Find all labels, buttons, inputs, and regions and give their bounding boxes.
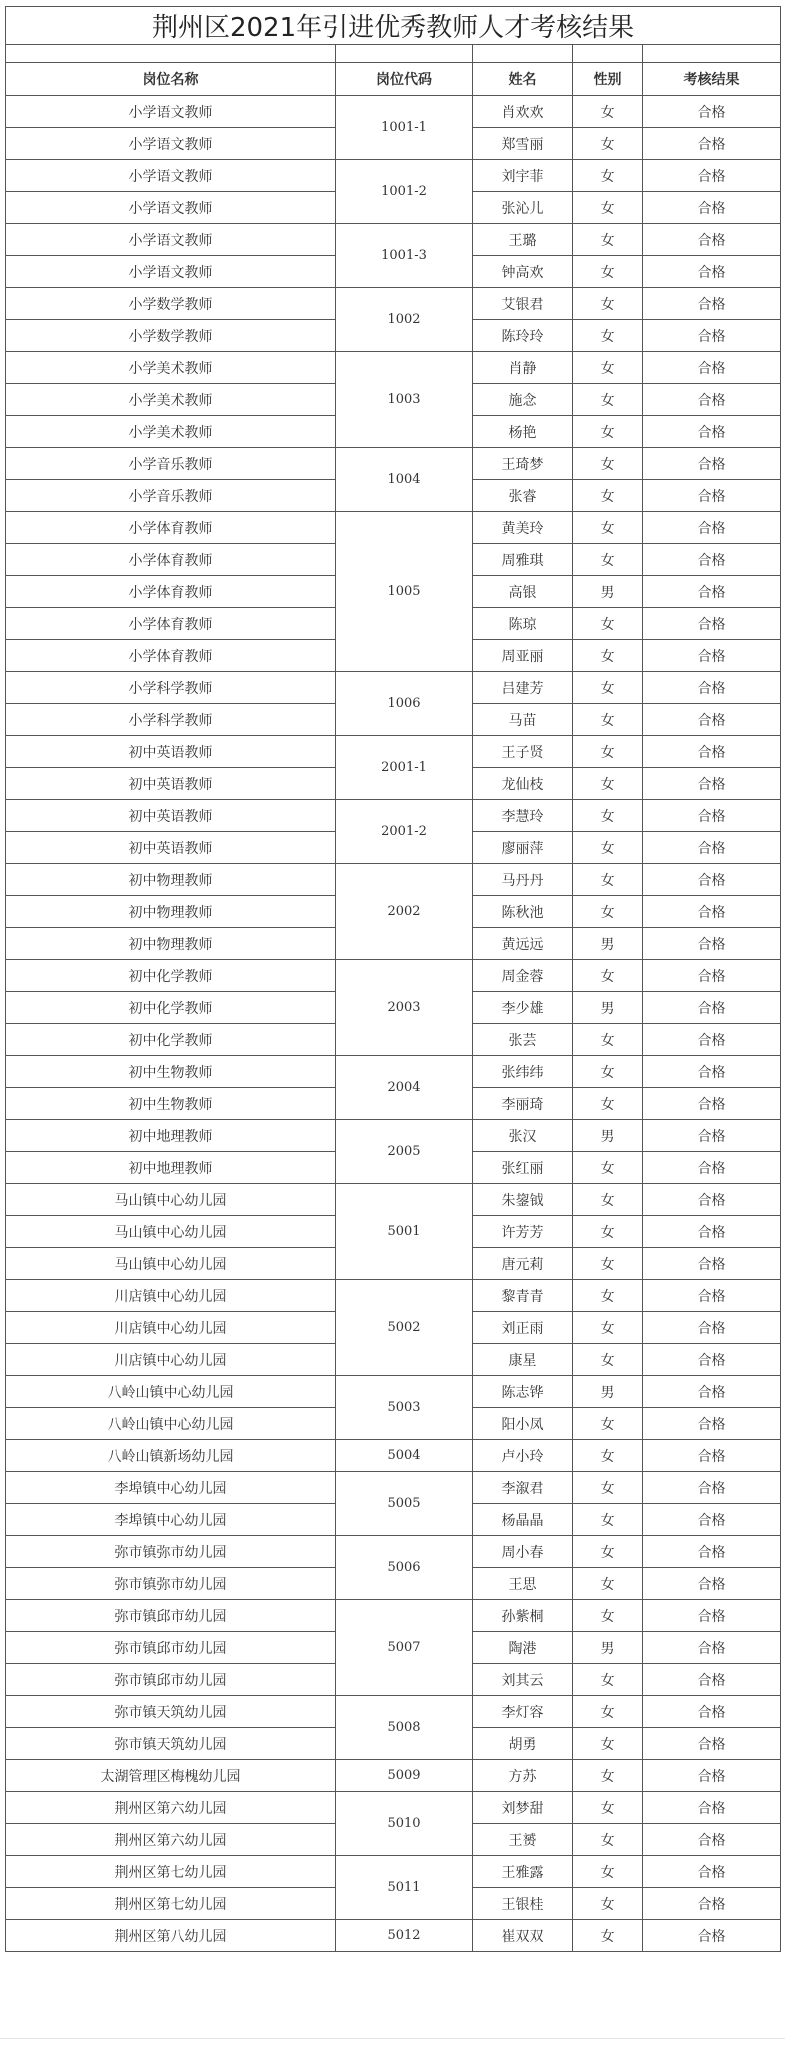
- result-cell: 合格: [643, 1760, 781, 1792]
- gender-cell: 女: [573, 608, 643, 640]
- result-cell: 合格: [643, 1376, 781, 1408]
- position-cell: 小学语文教师: [6, 160, 336, 192]
- code-cell: 2001-1: [336, 736, 473, 800]
- name-cell: 李少雄: [473, 992, 573, 1024]
- name-cell: 肖静: [473, 352, 573, 384]
- result-cell: 合格: [643, 1088, 781, 1120]
- name-cell: 杨晶晶: [473, 1504, 573, 1536]
- code-cell: 5004: [336, 1440, 473, 1472]
- table-row: [6, 96, 781, 128]
- table-row: [6, 1120, 781, 1152]
- result-cell: 合格: [643, 1696, 781, 1728]
- gender-cell: 女: [573, 480, 643, 512]
- position-cell: 马山镇中心幼儿园: [6, 1248, 336, 1280]
- gender-cell: 女: [573, 1280, 643, 1312]
- gender-cell: 女: [573, 512, 643, 544]
- table-row: [6, 448, 781, 480]
- position-cell: 初中地理教师: [6, 1152, 336, 1184]
- gender-cell: 女: [573, 352, 643, 384]
- gender-cell: 女: [573, 384, 643, 416]
- name-cell: 张汉: [473, 1120, 573, 1152]
- result-cell: 合格: [643, 512, 781, 544]
- code-cell: 1001-3: [336, 224, 473, 288]
- result-cell: 合格: [643, 1248, 781, 1280]
- result-cell: 合格: [643, 608, 781, 640]
- result-cell: 合格: [643, 288, 781, 320]
- code-cell: 2004: [336, 1056, 473, 1120]
- result-cell: 合格: [643, 1024, 781, 1056]
- position-cell: 小学科学教师: [6, 704, 336, 736]
- code-cell: 5005: [336, 1472, 473, 1536]
- code-cell: 2005: [336, 1120, 473, 1184]
- position-cell: 小学体育教师: [6, 544, 336, 576]
- result-cell: 合格: [643, 1856, 781, 1888]
- blank-row: [6, 45, 781, 63]
- result-cell: 合格: [643, 1408, 781, 1440]
- table-row: [6, 288, 781, 320]
- gender-cell: 女: [573, 960, 643, 992]
- gender-cell: 男: [573, 576, 643, 608]
- position-cell: 小学语文教师: [6, 192, 336, 224]
- code-cell: 5012: [336, 1920, 473, 1952]
- position-cell: 川店镇中心幼儿园: [6, 1344, 336, 1376]
- results-sheet: [5, 6, 780, 1952]
- position-cell: 初中地理教师: [6, 1120, 336, 1152]
- position-cell: 八岭山镇中心幼儿园: [6, 1408, 336, 1440]
- name-cell: 吕建芳: [473, 672, 573, 704]
- name-cell: 唐元莉: [473, 1248, 573, 1280]
- position-cell: 小学语文教师: [6, 128, 336, 160]
- result-cell: 合格: [643, 1280, 781, 1312]
- result-cell: 合格: [643, 1120, 781, 1152]
- result-cell: 合格: [643, 224, 781, 256]
- header-position: 岗位名称: [6, 63, 336, 96]
- name-cell: 周小春: [473, 1536, 573, 1568]
- table-row: [6, 800, 781, 832]
- table-row: [6, 1280, 781, 1312]
- code-cell: 2002: [336, 864, 473, 960]
- result-cell: 合格: [643, 736, 781, 768]
- table-row: [6, 1184, 781, 1216]
- result-cell: 合格: [643, 768, 781, 800]
- result-cell: 合格: [643, 544, 781, 576]
- result-cell: 合格: [643, 576, 781, 608]
- gender-cell: 女: [573, 832, 643, 864]
- name-cell: 卢小玲: [473, 1440, 573, 1472]
- code-cell: 5006: [336, 1536, 473, 1600]
- gender-cell: 女: [573, 192, 643, 224]
- position-cell: 太湖管理区梅槐幼儿园: [6, 1760, 336, 1792]
- gender-cell: 女: [573, 736, 643, 768]
- gender-cell: 女: [573, 288, 643, 320]
- result-cell: 合格: [643, 1792, 781, 1824]
- gender-cell: 女: [573, 256, 643, 288]
- position-cell: 初中生物教师: [6, 1088, 336, 1120]
- gender-cell: 女: [573, 1248, 643, 1280]
- table-row: [6, 160, 781, 192]
- position-cell: 荆州区第六幼儿园: [6, 1792, 336, 1824]
- result-cell: 合格: [643, 448, 781, 480]
- gender-cell: 女: [573, 1792, 643, 1824]
- name-cell: 李丽琦: [473, 1088, 573, 1120]
- table-row: [6, 1472, 781, 1504]
- name-cell: 杨艳: [473, 416, 573, 448]
- gender-cell: 女: [573, 1152, 643, 1184]
- position-cell: 初中生物教师: [6, 1056, 336, 1088]
- result-cell: 合格: [643, 256, 781, 288]
- name-cell: 周金蓉: [473, 960, 573, 992]
- table-row: [6, 1536, 781, 1568]
- code-cell: 2001-2: [336, 800, 473, 864]
- name-cell: 张芸: [473, 1024, 573, 1056]
- position-cell: 八岭山镇中心幼儿园: [6, 1376, 336, 1408]
- position-cell: 川店镇中心幼儿园: [6, 1312, 336, 1344]
- result-cell: 合格: [643, 1632, 781, 1664]
- result-cell: 合格: [643, 1216, 781, 1248]
- gender-cell: 女: [573, 672, 643, 704]
- gender-cell: 女: [573, 640, 643, 672]
- result-cell: 合格: [643, 864, 781, 896]
- name-cell: 张纬纬: [473, 1056, 573, 1088]
- table-row: [6, 1056, 781, 1088]
- position-cell: 小学美术教师: [6, 384, 336, 416]
- result-cell: 合格: [643, 832, 781, 864]
- gender-cell: 女: [573, 864, 643, 896]
- table-row: [6, 1760, 781, 1792]
- gender-cell: 女: [573, 1888, 643, 1920]
- name-cell: 王银桂: [473, 1888, 573, 1920]
- name-cell: 龙仙枝: [473, 768, 573, 800]
- gender-cell: 女: [573, 544, 643, 576]
- result-cell: 合格: [643, 96, 781, 128]
- gender-cell: 女: [573, 320, 643, 352]
- position-cell: 小学科学教师: [6, 672, 336, 704]
- position-cell: 弥市镇弥市幼儿园: [6, 1536, 336, 1568]
- position-cell: 初中化学教师: [6, 992, 336, 1024]
- name-cell: 王雅露: [473, 1856, 573, 1888]
- name-cell: 王子贤: [473, 736, 573, 768]
- gender-cell: 女: [573, 1600, 643, 1632]
- code-cell: 5002: [336, 1280, 473, 1376]
- table-row: [6, 672, 781, 704]
- code-cell: 1003: [336, 352, 473, 448]
- result-cell: 合格: [643, 704, 781, 736]
- position-cell: 小学语文教师: [6, 224, 336, 256]
- name-cell: 刘宇菲: [473, 160, 573, 192]
- code-cell: 1001-1: [336, 96, 473, 160]
- gender-cell: 女: [573, 800, 643, 832]
- position-cell: 弥市镇弥市幼儿园: [6, 1568, 336, 1600]
- gender-cell: 女: [573, 1472, 643, 1504]
- position-cell: 初中物理教师: [6, 864, 336, 896]
- result-cell: 合格: [643, 672, 781, 704]
- name-cell: 王赟: [473, 1824, 573, 1856]
- result-cell: 合格: [643, 1152, 781, 1184]
- gender-cell: 女: [573, 1440, 643, 1472]
- gender-cell: 女: [573, 1728, 643, 1760]
- name-cell: 钟高欢: [473, 256, 573, 288]
- result-cell: 合格: [643, 160, 781, 192]
- name-cell: 陶港: [473, 1632, 573, 1664]
- position-cell: 小学体育教师: [6, 640, 336, 672]
- gender-cell: 女: [573, 704, 643, 736]
- header-code: 岗位代码: [336, 63, 473, 96]
- gender-cell: 女: [573, 1088, 643, 1120]
- result-cell: 合格: [643, 1920, 781, 1952]
- result-cell: 合格: [643, 928, 781, 960]
- position-cell: 荆州区第八幼儿园: [6, 1920, 336, 1952]
- name-cell: 朱鋆钺: [473, 1184, 573, 1216]
- name-cell: 许芳芳: [473, 1216, 573, 1248]
- header-row: [6, 63, 781, 96]
- result-cell: 合格: [643, 960, 781, 992]
- name-cell: 康星: [473, 1344, 573, 1376]
- table-row: [6, 736, 781, 768]
- gender-cell: 女: [573, 1856, 643, 1888]
- result-cell: 合格: [643, 320, 781, 352]
- result-cell: 合格: [643, 1600, 781, 1632]
- name-cell: 崔双双: [473, 1920, 573, 1952]
- name-cell: 周雅琪: [473, 544, 573, 576]
- name-cell: 陈琼: [473, 608, 573, 640]
- position-cell: 初中化学教师: [6, 960, 336, 992]
- name-cell: 刘其云: [473, 1664, 573, 1696]
- position-cell: 小学体育教师: [6, 512, 336, 544]
- position-cell: 李埠镇中心幼儿园: [6, 1504, 336, 1536]
- results-table: [5, 6, 781, 1952]
- gender-cell: 女: [573, 1664, 643, 1696]
- result-cell: 合格: [643, 640, 781, 672]
- gender-cell: 女: [573, 224, 643, 256]
- result-cell: 合格: [643, 800, 781, 832]
- name-cell: 施念: [473, 384, 573, 416]
- name-cell: 王思: [473, 1568, 573, 1600]
- table-row: [6, 352, 781, 384]
- gender-cell: 女: [573, 1760, 643, 1792]
- position-cell: 初中英语教师: [6, 736, 336, 768]
- table-row: [6, 224, 781, 256]
- position-cell: 初中物理教师: [6, 896, 336, 928]
- result-cell: 合格: [643, 1504, 781, 1536]
- gender-cell: 女: [573, 896, 643, 928]
- result-cell: 合格: [643, 1728, 781, 1760]
- result-cell: 合格: [643, 192, 781, 224]
- code-cell: 1002: [336, 288, 473, 352]
- header-result: 考核结果: [643, 63, 781, 96]
- result-cell: 合格: [643, 1344, 781, 1376]
- name-cell: 高银: [473, 576, 573, 608]
- name-cell: 李灯容: [473, 1696, 573, 1728]
- name-cell: 胡勇: [473, 1728, 573, 1760]
- gender-cell: 女: [573, 1344, 643, 1376]
- name-cell: 周亚丽: [473, 640, 573, 672]
- code-cell: 1005: [336, 512, 473, 672]
- gender-cell: 女: [573, 1696, 643, 1728]
- table-row: [6, 1920, 781, 1952]
- result-cell: 合格: [643, 1472, 781, 1504]
- name-cell: 张沁儿: [473, 192, 573, 224]
- name-cell: 张睿: [473, 480, 573, 512]
- table-row: [6, 512, 781, 544]
- name-cell: 陈志铧: [473, 1376, 573, 1408]
- result-cell: 合格: [643, 384, 781, 416]
- gender-cell: 女: [573, 1184, 643, 1216]
- position-cell: 弥市镇天筑幼儿园: [6, 1728, 336, 1760]
- name-cell: 孙紫桐: [473, 1600, 573, 1632]
- position-cell: 小学美术教师: [6, 416, 336, 448]
- table-row: [6, 960, 781, 992]
- result-cell: 合格: [643, 1312, 781, 1344]
- name-cell: 李溆君: [473, 1472, 573, 1504]
- result-cell: 合格: [643, 480, 781, 512]
- gender-cell: 女: [573, 1568, 643, 1600]
- name-cell: 马苗: [473, 704, 573, 736]
- gender-cell: 女: [573, 1056, 643, 1088]
- code-cell: 5003: [336, 1376, 473, 1440]
- code-cell: 5007: [336, 1600, 473, 1696]
- position-cell: 小学语文教师: [6, 96, 336, 128]
- result-cell: 合格: [643, 416, 781, 448]
- table-row: [6, 1856, 781, 1888]
- table-row: [6, 1440, 781, 1472]
- name-cell: 李慧玲: [473, 800, 573, 832]
- code-cell: 5001: [336, 1184, 473, 1280]
- page-title: 荆州区2021年引进优秀教师人才考核结果: [6, 7, 781, 45]
- gender-cell: 女: [573, 1312, 643, 1344]
- name-cell: 王璐: [473, 224, 573, 256]
- code-cell: 5011: [336, 1856, 473, 1920]
- code-cell: 5010: [336, 1792, 473, 1856]
- position-cell: 荆州区第七幼儿园: [6, 1856, 336, 1888]
- result-cell: 合格: [643, 1664, 781, 1696]
- code-cell: 1006: [336, 672, 473, 736]
- gender-cell: 女: [573, 160, 643, 192]
- gender-cell: 男: [573, 928, 643, 960]
- name-cell: 陈秋池: [473, 896, 573, 928]
- name-cell: 艾银君: [473, 288, 573, 320]
- gender-cell: 男: [573, 992, 643, 1024]
- position-cell: 川店镇中心幼儿园: [6, 1280, 336, 1312]
- table-row: [6, 1376, 781, 1408]
- name-cell: 阳小凤: [473, 1408, 573, 1440]
- table-row: [6, 1696, 781, 1728]
- position-cell: 小学音乐教师: [6, 480, 336, 512]
- position-cell: 李埠镇中心幼儿园: [6, 1472, 336, 1504]
- result-cell: 合格: [643, 1056, 781, 1088]
- name-cell: 黎青青: [473, 1280, 573, 1312]
- position-cell: 弥市镇邱市幼儿园: [6, 1664, 336, 1696]
- position-cell: 马山镇中心幼儿园: [6, 1216, 336, 1248]
- table-row: [6, 864, 781, 896]
- position-cell: 弥市镇邱市幼儿园: [6, 1632, 336, 1664]
- name-cell: 肖欢欢: [473, 96, 573, 128]
- gender-cell: 女: [573, 1504, 643, 1536]
- result-cell: 合格: [643, 896, 781, 928]
- gender-cell: 女: [573, 1920, 643, 1952]
- position-cell: 初中化学教师: [6, 1024, 336, 1056]
- name-cell: 刘正雨: [473, 1312, 573, 1344]
- result-cell: 合格: [643, 1824, 781, 1856]
- gender-cell: 女: [573, 128, 643, 160]
- result-cell: 合格: [643, 992, 781, 1024]
- result-cell: 合格: [643, 128, 781, 160]
- gender-cell: 女: [573, 1216, 643, 1248]
- position-cell: 小学体育教师: [6, 608, 336, 640]
- name-cell: 刘梦甜: [473, 1792, 573, 1824]
- result-cell: 合格: [643, 1184, 781, 1216]
- result-cell: 合格: [643, 1536, 781, 1568]
- result-cell: 合格: [643, 1568, 781, 1600]
- gender-cell: 女: [573, 448, 643, 480]
- name-cell: 方苏: [473, 1760, 573, 1792]
- position-cell: 小学体育教师: [6, 576, 336, 608]
- gender-cell: 女: [573, 1024, 643, 1056]
- table-row: [6, 1792, 781, 1824]
- name-cell: 廖丽萍: [473, 832, 573, 864]
- position-cell: 初中物理教师: [6, 928, 336, 960]
- position-cell: 弥市镇天筑幼儿园: [6, 1696, 336, 1728]
- code-cell: 1004: [336, 448, 473, 512]
- gender-cell: 男: [573, 1632, 643, 1664]
- position-cell: 弥市镇邱市幼儿园: [6, 1600, 336, 1632]
- position-cell: 荆州区第六幼儿园: [6, 1824, 336, 1856]
- position-cell: 小学美术教师: [6, 352, 336, 384]
- gender-cell: 女: [573, 768, 643, 800]
- gender-cell: 男: [573, 1376, 643, 1408]
- position-cell: 荆州区第七幼儿园: [6, 1888, 336, 1920]
- position-cell: 小学语文教师: [6, 256, 336, 288]
- name-cell: 马丹丹: [473, 864, 573, 896]
- header-gender: 性别: [573, 63, 643, 96]
- code-cell: 2003: [336, 960, 473, 1056]
- position-cell: 八岭山镇新场幼儿园: [6, 1440, 336, 1472]
- title-row: [6, 7, 781, 45]
- position-cell: 小学数学教师: [6, 320, 336, 352]
- gender-cell: 女: [573, 96, 643, 128]
- name-cell: 黄远远: [473, 928, 573, 960]
- header-name: 姓名: [473, 63, 573, 96]
- code-cell: 5008: [336, 1696, 473, 1760]
- gender-cell: 男: [573, 1120, 643, 1152]
- code-cell: 1001-2: [336, 160, 473, 224]
- gender-cell: 女: [573, 1536, 643, 1568]
- code-cell: 5009: [336, 1760, 473, 1792]
- name-cell: 张红丽: [473, 1152, 573, 1184]
- position-cell: 初中英语教师: [6, 832, 336, 864]
- position-cell: 小学数学教师: [6, 288, 336, 320]
- name-cell: 陈玲玲: [473, 320, 573, 352]
- name-cell: 郑雪丽: [473, 128, 573, 160]
- gender-cell: 女: [573, 1824, 643, 1856]
- table-row: [6, 1600, 781, 1632]
- position-cell: 马山镇中心幼儿园: [6, 1184, 336, 1216]
- name-cell: 王琦梦: [473, 448, 573, 480]
- gender-cell: 女: [573, 1408, 643, 1440]
- footer-divider: [0, 2038, 785, 2039]
- result-cell: 合格: [643, 1440, 781, 1472]
- result-cell: 合格: [643, 1888, 781, 1920]
- position-cell: 小学音乐教师: [6, 448, 336, 480]
- result-cell: 合格: [643, 352, 781, 384]
- name-cell: 黄美玲: [473, 512, 573, 544]
- gender-cell: 女: [573, 416, 643, 448]
- position-cell: 初中英语教师: [6, 768, 336, 800]
- position-cell: 初中英语教师: [6, 800, 336, 832]
